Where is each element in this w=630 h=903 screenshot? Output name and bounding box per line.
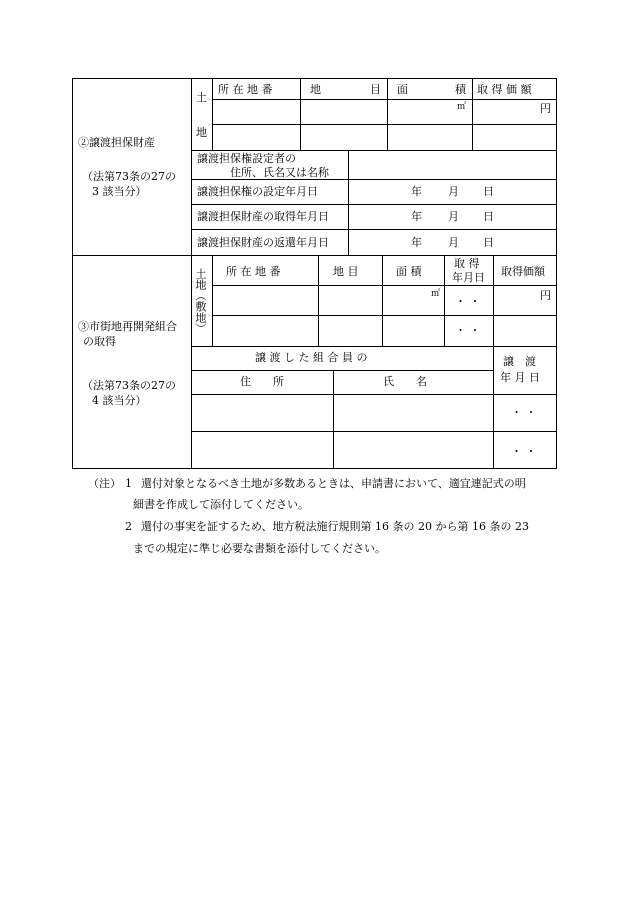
land-label-top: 土 [196,91,207,104]
rule [212,285,557,286]
rule [348,150,349,255]
rule [472,78,473,150]
section2-law-ref-line2: 3 該当分） [92,185,147,198]
header-category-right: 目 [370,83,381,96]
acquisition-month: 月 [448,210,459,223]
transfer-date-header-line1: 譲 渡 [503,355,536,368]
rule [387,78,388,150]
notes-label: （注） [88,477,121,490]
header-location: 所 在 地 番 [218,83,273,96]
header-price: 取 得 価 額 [477,83,532,96]
section2-title: ②譲渡担保財産 [78,136,155,149]
note1-line1: 還付対象となるべき土地が多数あるときは、申請書において、適宜連記式の明 [141,477,526,490]
acquisition-date-label: 譲渡担保財産の取得年月日 [197,210,329,223]
rule [382,255,383,346]
rule [333,370,334,469]
transferor-address-header: 住 所 [240,375,284,388]
rule [191,179,557,180]
s3-unit-yen: 円 [540,289,551,302]
rule [191,78,192,469]
rule [444,255,445,346]
s3-date-dots-row2: ・ ・ [455,324,481,337]
rule [212,78,213,150]
setter-label-line1: 譲渡担保権設定者の [197,152,296,165]
rule [212,255,213,346]
rule [493,255,494,469]
note1-line2: 細書を作成して添付してください。 [133,498,309,511]
acquisition-day: 日 [483,210,494,223]
setup-date-label: 譲渡担保権の設定年月日 [197,185,318,198]
rule [300,78,301,150]
s3-unit-square-meter: ㎡ [431,289,441,299]
table-border-right [556,78,557,469]
transfer-date-dots-row1: ・ ・ [511,406,537,419]
setter-label-line2: 住所、氏名又は名称 [230,166,329,179]
transferor-name-header: 氏 名 [383,375,427,388]
transferor-header: 譲 渡 し た 組 合 員 の [255,351,368,364]
rule [212,124,557,125]
note2-line1: 還付の事実を証するため、地方税法施行規則第 16 条の 20 から第 16 条の 23 [141,520,530,533]
header-area-right: 積 [455,83,466,96]
rule [191,431,557,432]
unit-yen: 円 [540,102,551,115]
return-year: 年 [411,236,422,249]
transfer-date-header-line2: 年 月 日 [500,371,540,384]
section2-law-ref-line1: （法第73条の27の [82,170,176,183]
section3-title-line1: ③市街地再開発組合 [78,320,177,333]
section3-law-ref-line1: （法第73条の27の [82,379,176,392]
note1-number: 1 [125,477,132,490]
s3-header-area: 面 積 [396,265,422,278]
acquisition-year: 年 [411,210,422,223]
s3-date-dots-row1: ・ ・ [455,295,481,308]
header-category-left: 地 [310,83,321,96]
table-border-left [72,78,73,469]
transfer-date-dots-row2: ・ ・ [511,445,537,458]
land-label-bottom: 地 [196,126,207,139]
return-month: 月 [448,236,459,249]
s3-header-acq-date-line2: 年月日 [452,271,485,284]
rule [191,346,557,347]
header-area-left: 面 [397,83,408,96]
rule [212,99,557,100]
return-date-label: 譲渡担保財産の返還年月日 [197,236,329,249]
rule [318,255,319,346]
rule [212,315,557,316]
table-border-bottom [72,468,557,469]
setup-month: 月 [448,185,459,198]
table-border-top [72,78,557,79]
rule [191,150,557,151]
rule [191,204,557,205]
section-divider [72,255,557,256]
return-day: 日 [483,236,494,249]
rule [191,229,557,230]
s3-header-price: 取得価額 [501,265,545,278]
section3-title-line2: の取得 [83,335,116,348]
setup-year: 年 [411,185,422,198]
land-site-vertical-label: 土地（敷地） [194,268,207,334]
rule [191,370,493,371]
s3-header-location: 所 在 地 番 [226,265,281,278]
unit-square-meter: ㎡ [457,102,467,112]
s3-header-acq-date-line1: 取 得 [454,257,480,270]
section3-law-ref-line2: 4 該当分） [92,394,147,407]
setup-day: 日 [483,185,494,198]
note2-line2: までの規定に準じ必要な書類を添付してください。 [133,542,386,555]
note2-number: 2 [125,520,132,533]
s3-header-category: 地 目 [333,265,359,278]
rule [191,394,557,395]
